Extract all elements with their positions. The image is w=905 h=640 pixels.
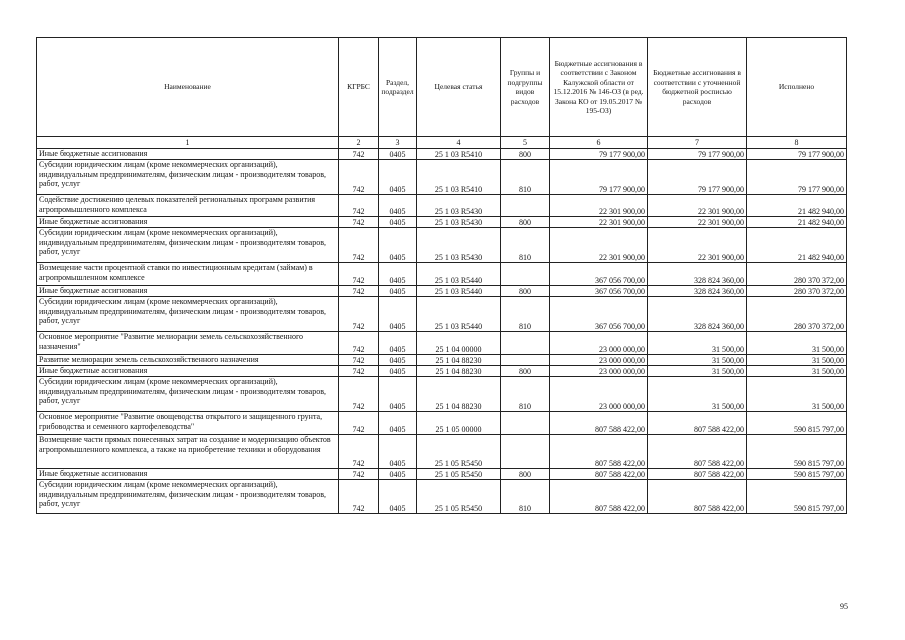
row-name: Субсидии юридическим лицам (кроме некоммерческих организаций), индивидуальным предпринимателям, физическим лицам - производителям товаров, работ, услуг xyxy=(37,480,339,514)
row-planned-amount: 807 588 422,00 xyxy=(550,469,648,480)
row-planned-amount: 367 056 700,00 xyxy=(550,297,648,332)
row-section: 0405 xyxy=(379,412,417,435)
row-kgrbs: 742 xyxy=(339,263,379,286)
row-name: Возмещение части прямых понесенных затрат на создание и модернизацию объектов агропромышленного комплекса, а также на приобретение техники и оборудования xyxy=(37,435,339,469)
row-target-article: 25 1 04 88230 xyxy=(417,355,501,366)
row-target-article: 25 1 04 88230 xyxy=(417,377,501,412)
row-name: Иные бюджетные ассигнования xyxy=(37,366,339,377)
table-row xyxy=(37,263,847,286)
row-expense-group: 800 xyxy=(501,217,550,228)
row-refined-amount: 79 177 900,00 xyxy=(648,160,747,195)
table-row xyxy=(37,412,847,435)
row-kgrbs: 742 xyxy=(339,377,379,412)
row-target-article: 25 1 03 R5440 xyxy=(417,263,501,286)
table-row xyxy=(37,286,847,297)
column-number: 2 xyxy=(339,137,379,149)
row-kgrbs: 742 xyxy=(339,195,379,217)
row-section: 0405 xyxy=(379,263,417,286)
row-kgrbs: 742 xyxy=(339,149,379,160)
table-row xyxy=(37,217,847,228)
row-name: Развитие мелиорации земель сельскохозяйственного назначения xyxy=(37,355,339,366)
row-planned-amount: 22 301 900,00 xyxy=(550,228,648,263)
header-target: Целевая статья xyxy=(417,38,501,137)
header-name: Наименование xyxy=(37,38,339,137)
row-refined-amount: 807 588 422,00 xyxy=(648,469,747,480)
row-section: 0405 xyxy=(379,217,417,228)
row-target-article: 25 1 03 R5440 xyxy=(417,286,501,297)
row-planned-amount: 79 177 900,00 xyxy=(550,160,648,195)
row-name: Субсидии юридическим лицам (кроме некоммерческих организаций), индивидуальным предпринимателям, физическим лицам - производителям товаров, работ, услуг xyxy=(37,228,339,263)
row-expense-group: 810 xyxy=(501,160,550,195)
row-section: 0405 xyxy=(379,377,417,412)
row-planned-amount: 22 301 900,00 xyxy=(550,195,648,217)
row-target-article: 25 1 03 R5430 xyxy=(417,217,501,228)
row-section: 0405 xyxy=(379,332,417,355)
row-refined-amount: 22 301 900,00 xyxy=(648,217,747,228)
row-name: Субсидии юридическим лицам (кроме некоммерческих организаций), индивидуальным предпринимателям, физическим лицам - производителям товаров, работ, услуг xyxy=(37,377,339,412)
table-row xyxy=(37,355,847,366)
row-name: Иные бюджетные ассигнования xyxy=(37,286,339,297)
row-expense-group: 810 xyxy=(501,480,550,514)
row-kgrbs: 742 xyxy=(339,228,379,263)
row-executed-amount: 590 815 797,00 xyxy=(747,480,847,514)
row-executed-amount: 79 177 900,00 xyxy=(747,149,847,160)
column-number: 1 xyxy=(37,137,339,149)
row-name: Иные бюджетные ассигнования xyxy=(37,469,339,480)
row-expense-group: 800 xyxy=(501,469,550,480)
table-row xyxy=(37,480,847,514)
row-expense-group: 810 xyxy=(501,297,550,332)
column-number: 3 xyxy=(379,137,417,149)
row-refined-amount: 807 588 422,00 xyxy=(648,480,747,514)
row-section: 0405 xyxy=(379,160,417,195)
row-section: 0405 xyxy=(379,366,417,377)
row-planned-amount: 22 301 900,00 xyxy=(550,217,648,228)
row-name: Возмещение части процентной ставки по инвестиционным кредитам (займам) в агропромышленном комплексе xyxy=(37,263,339,286)
table-row xyxy=(37,377,847,412)
table-row xyxy=(37,469,847,480)
row-refined-amount: 79 177 900,00 xyxy=(648,149,747,160)
row-refined-amount: 328 824 360,00 xyxy=(648,263,747,286)
table-row xyxy=(37,435,847,469)
column-number: 7 xyxy=(648,137,747,149)
row-executed-amount: 31 500,00 xyxy=(747,355,847,366)
row-kgrbs: 742 xyxy=(339,286,379,297)
row-expense-group: 800 xyxy=(501,149,550,160)
row-target-article: 25 1 03 R5430 xyxy=(417,228,501,263)
header-kgrbs: КГРБС xyxy=(339,38,379,137)
row-executed-amount: 280 370 372,00 xyxy=(747,297,847,332)
row-planned-amount: 367 056 700,00 xyxy=(550,263,648,286)
header-group: Группы и подгруппы видов расходов xyxy=(501,38,550,137)
table-row xyxy=(37,149,847,160)
row-executed-amount: 280 370 372,00 xyxy=(747,263,847,286)
row-kgrbs: 742 xyxy=(339,469,379,480)
row-section: 0405 xyxy=(379,228,417,263)
column-number: 5 xyxy=(501,137,550,149)
row-target-article: 25 1 05 R5450 xyxy=(417,480,501,514)
row-kgrbs: 742 xyxy=(339,355,379,366)
row-executed-amount: 21 482 940,00 xyxy=(747,195,847,217)
row-planned-amount: 23 000 000,00 xyxy=(550,377,648,412)
row-target-article: 25 1 04 00000 xyxy=(417,332,501,355)
row-kgrbs: 742 xyxy=(339,480,379,514)
row-refined-amount: 31 500,00 xyxy=(648,355,747,366)
row-kgrbs: 742 xyxy=(339,217,379,228)
header-planned: Бюджетные ассигнования в соответствии с Законом Калужской области от 15.12.2016 № 146-ОЗ (в ред. Закона КО от 19.05.2017 № 195-ОЗ) xyxy=(550,38,648,137)
table-row xyxy=(37,160,847,195)
header-section: Раздел, подраздел xyxy=(379,38,417,137)
row-refined-amount: 31 500,00 xyxy=(648,366,747,377)
row-section: 0405 xyxy=(379,149,417,160)
row-refined-amount: 22 301 900,00 xyxy=(648,228,747,263)
row-planned-amount: 807 588 422,00 xyxy=(550,480,648,514)
row-section: 0405 xyxy=(379,195,417,217)
table-row xyxy=(37,366,847,377)
column-number-row xyxy=(37,137,847,149)
row-section: 0405 xyxy=(379,297,417,332)
row-expense-group xyxy=(501,332,550,355)
row-executed-amount: 280 370 372,00 xyxy=(747,286,847,297)
row-kgrbs: 742 xyxy=(339,435,379,469)
row-target-article: 25 1 03 R5410 xyxy=(417,149,501,160)
row-planned-amount: 807 588 422,00 xyxy=(550,435,648,469)
row-kgrbs: 742 xyxy=(339,297,379,332)
row-planned-amount: 367 056 700,00 xyxy=(550,286,648,297)
row-executed-amount: 590 815 797,00 xyxy=(747,412,847,435)
budget-table xyxy=(36,37,847,514)
row-executed-amount: 31 500,00 xyxy=(747,332,847,355)
row-target-article: 25 1 03 R5430 xyxy=(417,195,501,217)
row-name: Иные бюджетные ассигнования xyxy=(37,217,339,228)
row-planned-amount: 23 000 000,00 xyxy=(550,366,648,377)
row-refined-amount: 31 500,00 xyxy=(648,377,747,412)
row-name: Субсидии юридическим лицам (кроме некоммерческих организаций), индивидуальным предпринимателям, физическим лицам - производителям товаров, работ, услуг xyxy=(37,297,339,332)
row-refined-amount: 807 588 422,00 xyxy=(648,435,747,469)
table-body xyxy=(37,137,847,514)
row-executed-amount: 79 177 900,00 xyxy=(747,160,847,195)
row-expense-group xyxy=(501,435,550,469)
header-executed: Исполнено xyxy=(747,38,847,137)
row-kgrbs: 742 xyxy=(339,332,379,355)
row-refined-amount: 807 588 422,00 xyxy=(648,412,747,435)
row-executed-amount: 21 482 940,00 xyxy=(747,217,847,228)
row-expense-group: 810 xyxy=(501,228,550,263)
row-expense-group: 810 xyxy=(501,377,550,412)
row-executed-amount: 31 500,00 xyxy=(747,377,847,412)
row-executed-amount: 21 482 940,00 xyxy=(747,228,847,263)
table-row xyxy=(37,195,847,217)
row-refined-amount: 328 824 360,00 xyxy=(648,286,747,297)
row-target-article: 25 1 03 R5440 xyxy=(417,297,501,332)
row-section: 0405 xyxy=(379,355,417,366)
row-section: 0405 xyxy=(379,286,417,297)
column-number: 6 xyxy=(550,137,648,149)
row-target-article: 25 1 05 R5450 xyxy=(417,435,501,469)
row-executed-amount: 590 815 797,00 xyxy=(747,469,847,480)
page-number: 95 xyxy=(840,602,848,611)
row-refined-amount: 22 301 900,00 xyxy=(648,195,747,217)
row-planned-amount: 79 177 900,00 xyxy=(550,149,648,160)
row-planned-amount: 23 000 000,00 xyxy=(550,332,648,355)
row-expense-group xyxy=(501,263,550,286)
row-target-article: 25 1 05 00000 xyxy=(417,412,501,435)
row-section: 0405 xyxy=(379,480,417,514)
table-row xyxy=(37,297,847,332)
row-target-article: 25 1 05 R5450 xyxy=(417,469,501,480)
table-row xyxy=(37,228,847,263)
table-row xyxy=(37,332,847,355)
row-section: 0405 xyxy=(379,435,417,469)
header-refined: Бюджетные ассигнования в соответствии с уточненной бюджетной росписью расходов xyxy=(648,38,747,137)
column-number: 4 xyxy=(417,137,501,149)
row-refined-amount: 328 824 360,00 xyxy=(648,297,747,332)
row-expense-group: 800 xyxy=(501,286,550,297)
row-planned-amount: 23 000 000,00 xyxy=(550,355,648,366)
row-section: 0405 xyxy=(379,469,417,480)
row-name: Содействие достижению целевых показателей региональных программ развития агропромышленного комплекса xyxy=(37,195,339,217)
row-kgrbs: 742 xyxy=(339,160,379,195)
row-name: Иные бюджетные ассигнования xyxy=(37,149,339,160)
row-name: Основное мероприятие "Развитие мелиорации земель сельскохозяйственного назначения" xyxy=(37,332,339,355)
row-kgrbs: 742 xyxy=(339,412,379,435)
row-expense-group xyxy=(501,195,550,217)
row-name: Основное мероприятие "Развитие овощеводства открытого и защищенного грунта, грибоводства и семенного картофелеводства" xyxy=(37,412,339,435)
row-refined-amount: 31 500,00 xyxy=(648,332,747,355)
table-header-row xyxy=(37,38,847,137)
row-kgrbs: 742 xyxy=(339,366,379,377)
row-target-article: 25 1 04 88230 xyxy=(417,366,501,377)
row-expense-group xyxy=(501,355,550,366)
row-planned-amount: 807 588 422,00 xyxy=(550,412,648,435)
row-expense-group: 800 xyxy=(501,366,550,377)
row-executed-amount: 590 815 797,00 xyxy=(747,435,847,469)
row-target-article: 25 1 03 R5410 xyxy=(417,160,501,195)
row-name: Субсидии юридическим лицам (кроме некоммерческих организаций), индивидуальным предпринимателям, физическим лицам - производителям товаров, работ, услуг xyxy=(37,160,339,195)
row-expense-group xyxy=(501,412,550,435)
column-number: 8 xyxy=(747,137,847,149)
row-executed-amount: 31 500,00 xyxy=(747,366,847,377)
